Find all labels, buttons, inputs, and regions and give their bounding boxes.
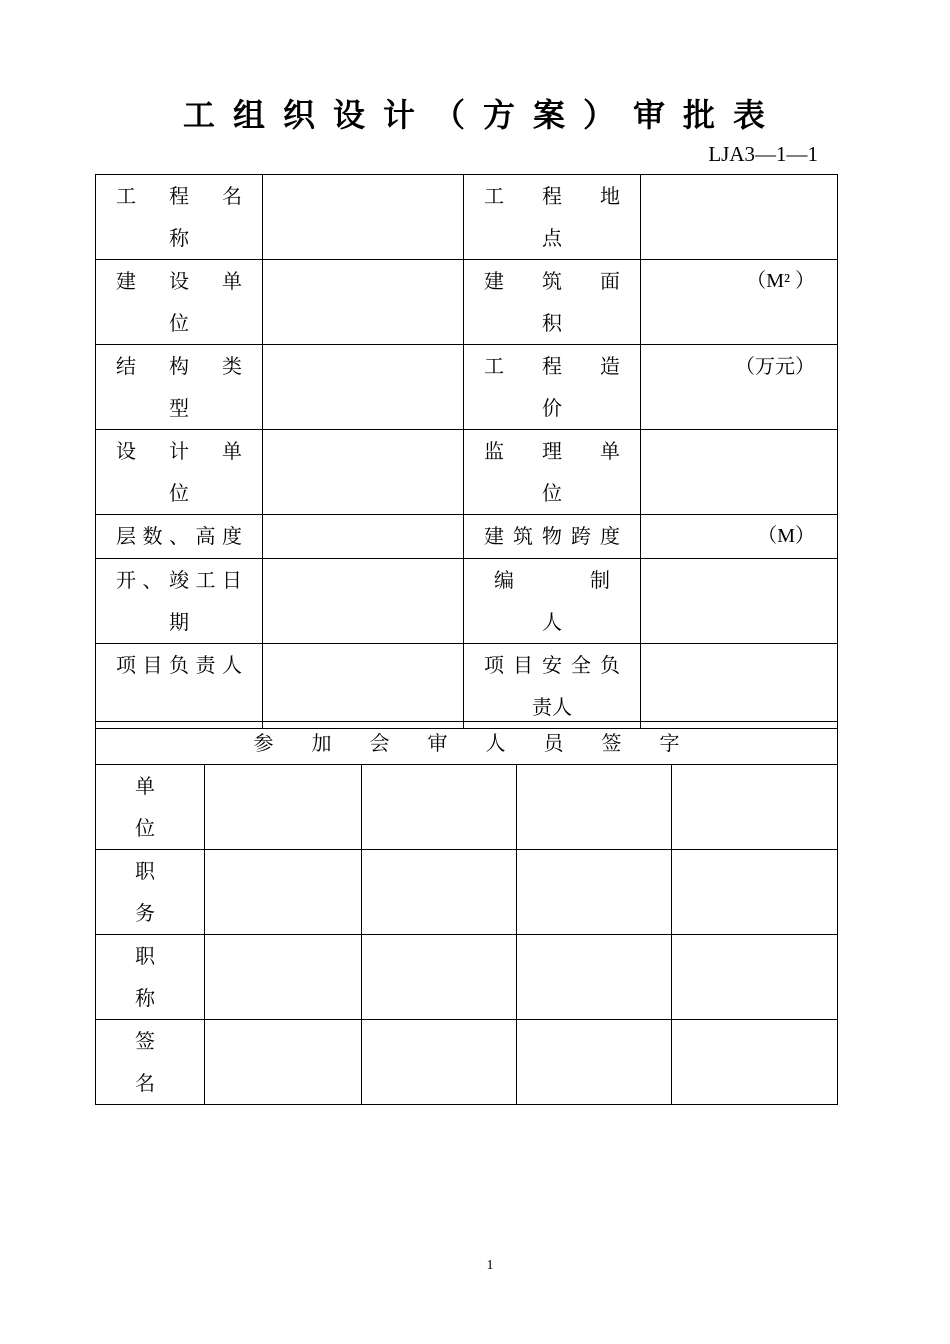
label-project-cost — [464, 345, 641, 430]
value-building-span-unit[interactable]: （M） — [641, 515, 838, 559]
value-design-unit[interactable] — [263, 430, 464, 515]
label-supervision-unit-line1: 监 理 单 — [484, 439, 620, 463]
signature-cell[interactable] — [672, 935, 838, 1020]
signature-cell[interactable] — [517, 1020, 672, 1105]
label-building-area-line1: 建 筑 面 — [484, 269, 620, 293]
value-compiler[interactable] — [641, 559, 838, 644]
signature-row-position — [96, 850, 838, 935]
label-project-location-line2: 点 — [542, 226, 562, 250]
label-design-unit-line2: 位 — [169, 481, 189, 505]
label-design-unit-line1: 设 计 单 — [116, 439, 242, 463]
label-project-name-line2: 称 — [169, 226, 189, 250]
label-unit-char1: 单 — [135, 774, 155, 798]
signature-cell[interactable] — [205, 935, 362, 1020]
row-construction-unit — [96, 260, 838, 345]
label-signature — [96, 1020, 205, 1105]
signature-header: 参加会审人员签字 — [96, 722, 838, 765]
signature-cell[interactable] — [672, 1020, 838, 1105]
value-floors-height[interactable] — [263, 515, 464, 559]
label-compiler — [464, 559, 641, 644]
form-code: LJA3—1—1 — [708, 142, 818, 166]
signature-row-unit — [96, 765, 838, 850]
value-start-end-date[interactable] — [263, 559, 464, 644]
value-safety-leader[interactable] — [641, 644, 838, 729]
label-project-location — [464, 175, 641, 260]
value-supervision-unit[interactable] — [641, 430, 838, 515]
label-project-cost-line1: 工 程 造 — [484, 354, 620, 378]
value-project-cost-unit[interactable]: （万元） — [641, 345, 838, 430]
signature-cell[interactable] — [362, 850, 517, 935]
row-project-leader — [96, 644, 838, 729]
label-signature-char2: 名 — [135, 1071, 155, 1095]
label-building-area — [464, 260, 641, 345]
label-start-end-date — [96, 559, 263, 644]
row-project-name — [96, 175, 838, 260]
value-project-location[interactable] — [641, 175, 838, 260]
label-project-leader-line1: 项目负责人 — [116, 653, 242, 677]
signature-row-title — [96, 935, 838, 1020]
label-construction-unit-line2: 位 — [169, 311, 189, 335]
signature-cell[interactable] — [205, 765, 362, 850]
label-building-span — [464, 515, 641, 559]
row-floors-height — [96, 515, 838, 559]
label-start-end-date-line1: 开、竣工日 — [116, 568, 242, 592]
label-project-name — [96, 175, 263, 260]
label-floors-height — [96, 515, 263, 559]
signature-cell[interactable] — [362, 935, 517, 1020]
signature-table — [95, 721, 838, 1105]
label-construction-unit-line1: 建 设 单 — [116, 269, 242, 293]
label-safety-leader-line1: 项目安全负 — [484, 653, 620, 677]
label-project-location-line1: 工 程 地 — [484, 184, 620, 208]
value-project-name[interactable] — [263, 175, 464, 260]
label-safety-leader-line2: 责人 — [532, 695, 572, 719]
label-floors-height-line1: 层数、高度 — [116, 524, 242, 548]
label-compiler-line2: 人 — [542, 610, 562, 634]
page-number: 1 — [486, 1258, 494, 1273]
project-info-table — [95, 174, 838, 729]
label-position-char1: 职 — [135, 859, 155, 883]
label-signature-char1: 签 — [135, 1029, 155, 1053]
label-unit-char2: 位 — [135, 816, 155, 840]
label-position-char2: 务 — [135, 901, 155, 925]
label-project-cost-line2: 价 — [542, 396, 562, 420]
signature-cell[interactable] — [672, 765, 838, 850]
signature-cell[interactable] — [362, 1020, 517, 1105]
label-title-char2: 称 — [135, 986, 155, 1010]
label-supervision-unit-line2: 位 — [542, 481, 562, 505]
label-project-name-line1: 工 程 名 — [116, 184, 242, 208]
form-title: 工组织设计（方案）审批表 — [182, 96, 783, 134]
label-start-end-date-line2: 期 — [169, 610, 189, 634]
label-structure-type — [96, 345, 263, 430]
label-building-area-line2: 积 — [542, 311, 562, 335]
label-project-leader — [96, 644, 263, 729]
label-supervision-unit — [464, 430, 641, 515]
value-project-leader[interactable] — [263, 644, 464, 729]
value-building-area-unit[interactable]: （M² ） — [641, 260, 838, 345]
label-title — [96, 935, 205, 1020]
signature-cell[interactable] — [205, 1020, 362, 1105]
row-structure-type — [96, 345, 838, 430]
label-position — [96, 850, 205, 935]
signature-cell[interactable] — [517, 850, 672, 935]
row-design-unit — [96, 430, 838, 515]
label-unit — [96, 765, 205, 850]
value-construction-unit[interactable] — [263, 260, 464, 345]
value-structure-type[interactable] — [263, 345, 464, 430]
label-safety-leader — [464, 644, 641, 729]
signature-row-signature — [96, 1020, 838, 1105]
signature-cell[interactable] — [517, 935, 672, 1020]
signature-cell[interactable] — [672, 850, 838, 935]
signature-cell[interactable] — [362, 765, 517, 850]
label-structure-type-line1: 结 构 类 — [116, 354, 242, 378]
row-start-end-date — [96, 559, 838, 644]
label-structure-type-line2: 型 — [169, 396, 189, 420]
label-building-span-line1: 建筑物跨度 — [484, 524, 620, 548]
label-construction-unit — [96, 260, 263, 345]
label-design-unit — [96, 430, 263, 515]
label-title-char1: 职 — [135, 944, 155, 968]
signature-header-row — [96, 722, 838, 765]
signature-cell[interactable] — [205, 850, 362, 935]
label-compiler-line1: 编 制 — [494, 568, 610, 592]
signature-cell[interactable] — [517, 765, 672, 850]
